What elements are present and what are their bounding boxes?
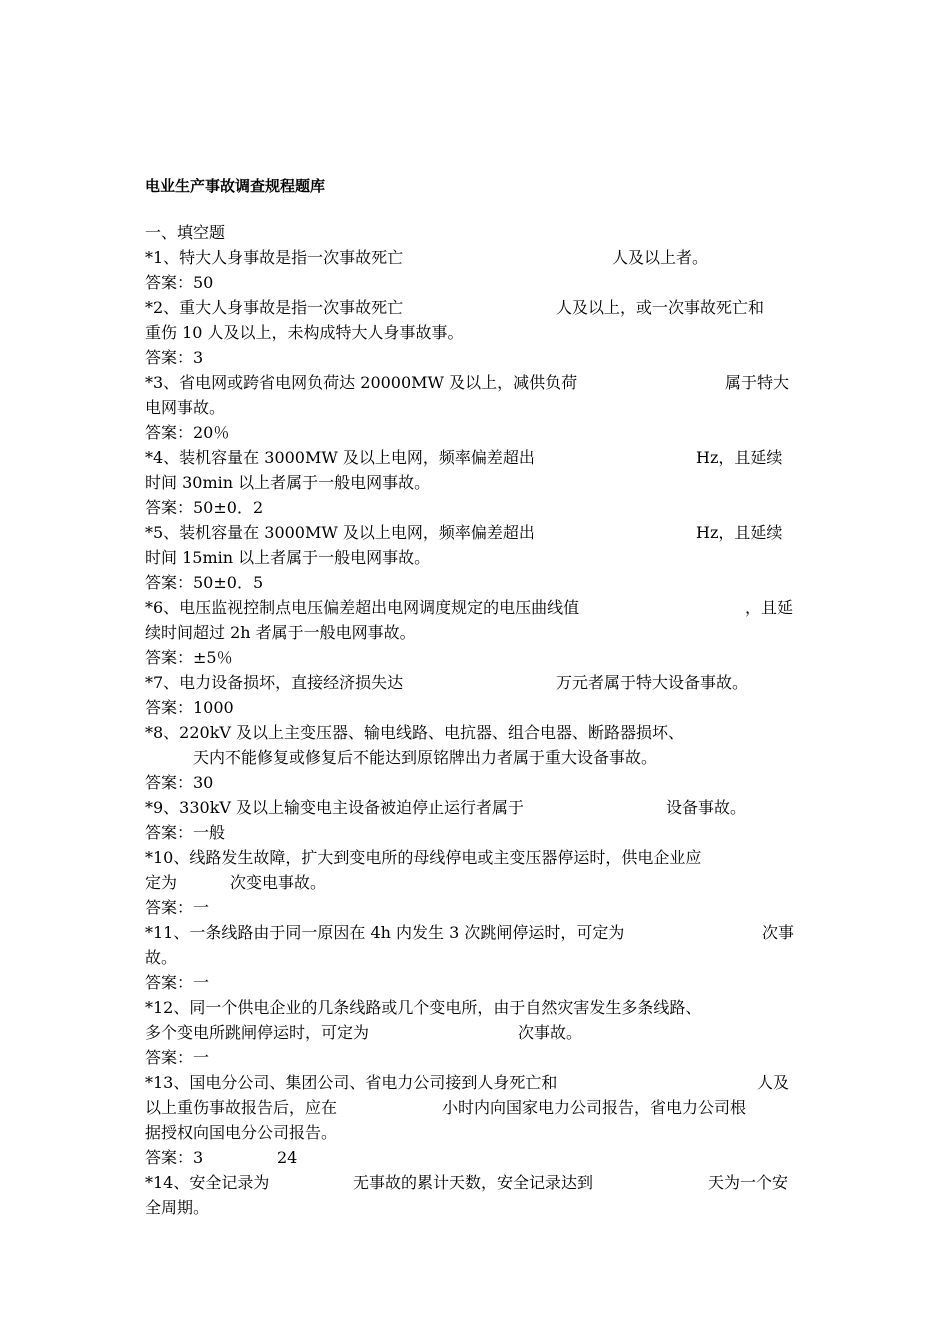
question-line: *5、装机容量在 3000MW 及以上电网，频率偏差超出 Hz，且延续 (145, 523, 783, 542)
question-line: 天内不能修复或修复后不能达到原铭牌出力者属于重大设备事故。 (193, 748, 658, 767)
question-line: *11、一条线路由于同一原因在 4h 内发生 3 次跳闸停运时，可定为 次事 (145, 923, 795, 942)
answer-line: 答案：50±0．2 (145, 498, 264, 517)
question-line: 电网事故。 (145, 398, 226, 417)
answer-line: 答案：20％ (145, 423, 230, 442)
question-line: *10、线路发生故障，扩大到变电所的母线停电或主变压器停运时，供电企业应 (145, 848, 702, 867)
question-line: *7、电力设备损坏，直接经济损失达 万元者属于特大设备事故。 (145, 673, 749, 692)
question-line: *9、330kV 及以上输变电主设备被迫停止运行者属于 设备事故。 (145, 798, 747, 817)
question-line: *6、电压监视控制点电压偏差超出电网调度规定的电压曲线值 ，且延 (145, 598, 794, 617)
document-title: 电业生产事故调查规程题库 (145, 177, 326, 195)
question-line: *8、220kV 及以上主变压器、输电线路、电抗器、组合电器、断路器损坏、 (145, 723, 685, 742)
question-line: *2、重大人身事故是指一次事故死亡 人及以上，或一次事故死亡和 (145, 298, 765, 317)
question-content (145, 220, 810, 1220)
answer-line: 答案：3 24 (145, 1148, 298, 1167)
question-line: 故。 (145, 948, 178, 967)
question-line: *14、安全记录为 无事故的累计天数，安全记录达到 天为一个安 (145, 1173, 789, 1192)
answer-line: 答案：一 (145, 1048, 210, 1067)
section-heading: 一、填空题 (145, 223, 226, 242)
answer-line: 答案：50 (145, 273, 214, 292)
question-line: 据授权向国电分公司报告。 (145, 1123, 338, 1142)
question-line: 时间 15min 以上者属于一般电网事故。 (145, 548, 431, 567)
answer-line: 答案：50±0．5 (145, 573, 264, 592)
question-line: 全周期。 (145, 1198, 210, 1217)
question-line: *4、装机容量在 3000MW 及以上电网，频率偏差超出 Hz，且延续 (145, 448, 783, 467)
question-line: *12、同一个供电企业的几条线路或几个变电所，由于自然灾害发生多条线路、 (145, 998, 702, 1017)
answer-line: 答案：一般 (145, 823, 226, 842)
question-line: 以上重伤事故报告后，应在 小时内向国家电力公司报告，省电力公司根 (145, 1098, 747, 1117)
answer-line: 答案：1000 (145, 698, 234, 717)
answer-line: 答案：30 (145, 773, 214, 792)
question-line: *1、特大人身事故是指一次事故死亡 人及以上者。 (145, 248, 709, 267)
question-line: *3、省电网或跨省电网负荷达 20000MW 及以上，减供负荷 属于特大 (145, 373, 790, 392)
answer-line: 答案：一 (145, 973, 210, 992)
question-line: 多个变电所跳闸停运时，可定为 次事故。 (145, 1023, 583, 1042)
question-line: 续时间超过 2h 者属于一般电网事故。 (145, 623, 416, 642)
answer-line: 答案：±5％ (145, 648, 233, 667)
question-line: 时间 30min 以上者属于一般电网事故。 (145, 473, 431, 492)
answer-line: 答案：3 (145, 348, 204, 367)
question-line: 定为 次变电事故。 (145, 873, 327, 892)
question-line: *13、国电分公司、集团公司、省电力公司接到人身死亡和 人及 (145, 1073, 790, 1092)
answer-line: 答案：一 (145, 898, 210, 917)
question-line: 重伤 10 人及以上，未构成特大人身事故事。 (145, 323, 464, 342)
